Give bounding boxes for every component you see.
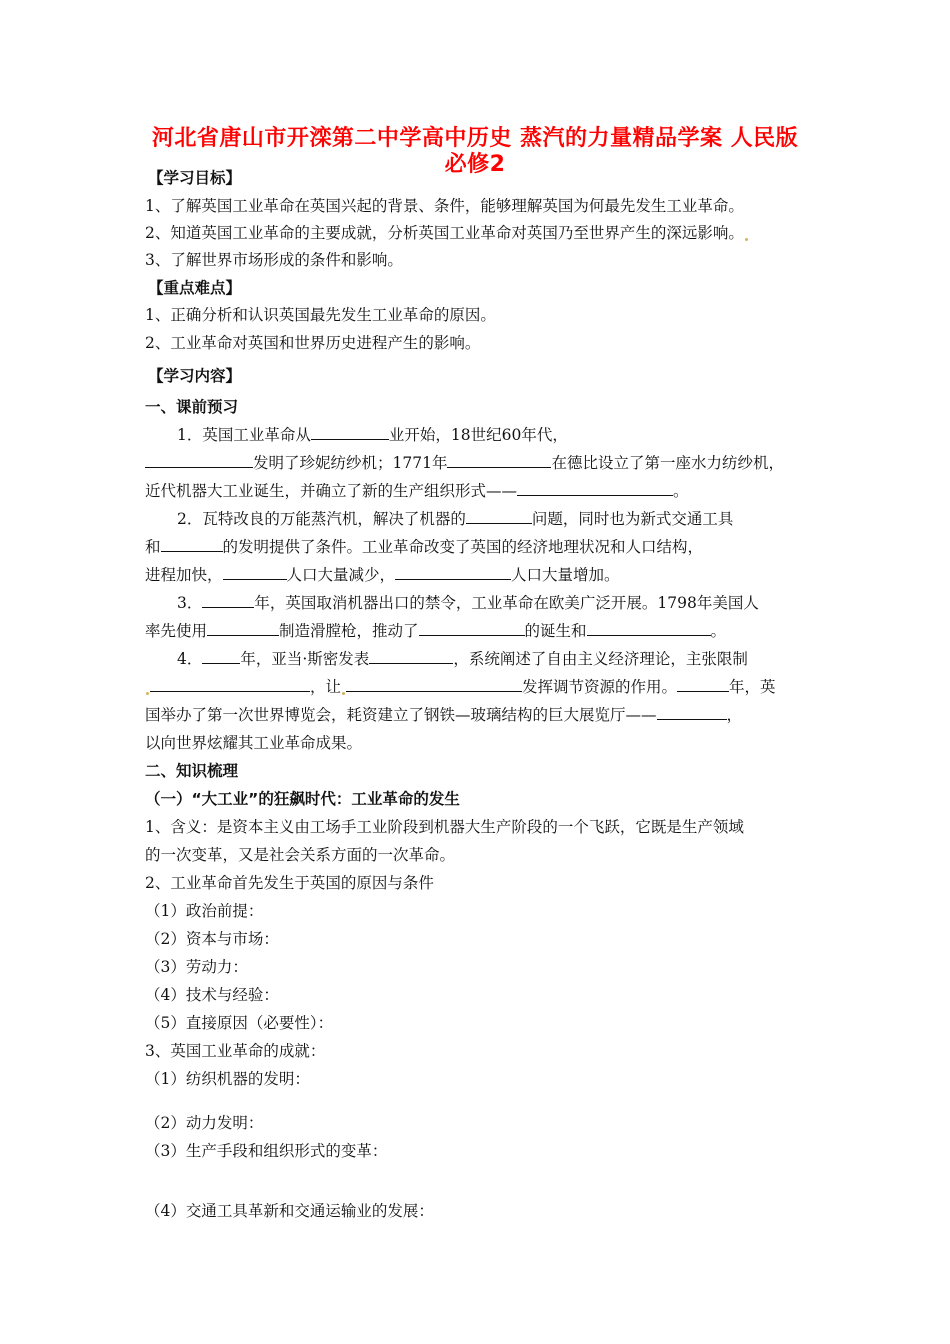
q2-text: 问题，同时也为新式交通工具 <box>531 510 734 528</box>
preview-q2-line-3 <box>145 565 620 585</box>
fill-blank[interactable] <box>150 677 310 692</box>
objective-item: 1、了解英国工业革命在英国兴起的背景、条件，能够理解英国为何最先发生工业革命。 <box>145 197 744 215</box>
q4-text: 年，英 <box>729 678 776 696</box>
q4-text: 年，亚当·斯密发表 <box>240 650 370 668</box>
q1-text: 1．英国工业革命从 <box>177 426 311 444</box>
fill-blank[interactable] <box>517 481 673 496</box>
q3-text: 率先使用 <box>145 622 208 640</box>
preview-q4-line-4: 以向世界炫耀其工业革命成果。 <box>145 734 363 752</box>
reason-item: （2）资本与市场： <box>145 930 279 948</box>
document-title-line-1: 河北省唐山市开滦第二中学高中历史 蒸汽的力量精品学案 人民版 <box>151 126 799 151</box>
fill-blank[interactable] <box>207 621 279 636</box>
preview-heading: 一、课前预习 <box>145 398 239 416</box>
fill-blank[interactable] <box>202 649 240 664</box>
preview-q4-line-1 <box>177 649 748 669</box>
q4-text: 国举办了第一次世界博览会，耗资建立了钢铁—玻璃结构的巨大展览厅—— <box>145 706 657 724</box>
reasons-heading: 2、工业革命首先发生于英国的原因与条件 <box>145 874 434 892</box>
reason-item: （1）政治前提： <box>145 902 264 920</box>
fill-blank[interactable] <box>202 593 254 608</box>
preview-q1-line-2 <box>145 453 784 473</box>
q2-text: 和 <box>145 538 161 556</box>
fill-blank[interactable] <box>587 621 711 636</box>
achievement-item: （1）纺织机器的发明： <box>145 1070 310 1088</box>
fill-blank[interactable] <box>369 649 453 664</box>
preview-q3-line-2 <box>145 621 726 641</box>
achievement-item: （4）交通工具革新和交通运输业的发展： <box>145 1202 434 1220</box>
achievements-heading: 3、英国工业革命的成就： <box>145 1042 326 1060</box>
q1-text: 发明了珍妮纺纱机；1771年 <box>253 454 448 472</box>
q1-text: 。 <box>673 482 689 500</box>
review-meaning-line-1: 1、含义：是资本主义由工场手工业阶段到机器大生产阶段的一个飞跃，它既是生产领域 <box>145 818 744 836</box>
fill-blank[interactable] <box>145 453 253 468</box>
preview-q3-line-1 <box>177 593 759 613</box>
reason-item: （3）劳动力： <box>145 958 248 976</box>
q3-text: 3． <box>177 594 203 612</box>
objective-item: 3、了解世界市场形成的条件和影响。 <box>145 251 403 269</box>
keypoints-heading: 【重点难点】 <box>148 279 242 297</box>
q1-text: 近代机器大工业诞生，并确立了新的生产组织形式—— <box>145 482 518 500</box>
review-subheading: （一）“大工业”的狂飙时代：工业革命的发生 <box>145 790 460 808</box>
q2-text: 2．瓦特改良的万能蒸汽机，解决了机器的 <box>177 510 466 528</box>
q4-text: 发挥调节资源的作用。 <box>522 678 678 696</box>
q4-text: ， <box>726 706 743 724</box>
fill-blank[interactable] <box>677 677 729 692</box>
fill-blank[interactable] <box>161 537 223 552</box>
q4-text: ，让 <box>310 678 342 696</box>
fill-blank[interactable] <box>311 425 389 440</box>
q3-text: 年，英国取消机器出口的禁令，工业革命在欧美广泛开展。1798年美国人 <box>254 594 759 612</box>
fill-blank[interactable] <box>447 453 551 468</box>
q2-text: 人口大量增加。 <box>511 566 620 584</box>
preview-q2-line-1 <box>177 509 733 529</box>
q4-text: 4． <box>177 650 203 668</box>
q1-text: 在德比设立了第一座水力纺纱机， <box>551 454 784 472</box>
fill-blank[interactable] <box>657 705 727 720</box>
fill-blank[interactable] <box>395 565 511 580</box>
content-heading: 【学习内容】 <box>148 367 242 385</box>
q2-text: 人口大量减少， <box>286 566 396 584</box>
review-meaning-line-2: 的一次变革，又是社会关系方面的一次革命。 <box>145 846 456 864</box>
q3-text: 制造滑膛枪，推动了 <box>279 622 419 640</box>
preview-q1-line-3 <box>145 481 689 501</box>
preview-q1-line-1 <box>177 425 568 445</box>
preview-q2-line-2 <box>145 537 703 557</box>
q1-text: 业开始，18世纪60年代， <box>388 426 568 444</box>
q2-text: 进程加快， <box>145 566 223 584</box>
preview-q4-line-3 <box>145 705 742 725</box>
achievement-item: （2）动力发明： <box>145 1114 264 1132</box>
review-heading: 二、知识梳理 <box>145 762 239 780</box>
fill-blank[interactable] <box>346 677 522 692</box>
achievement-item: （3）生产手段和组织形式的变革： <box>145 1142 388 1160</box>
reason-item: （4）技术与经验： <box>145 986 279 1004</box>
keypoint-item: 1、正确分析和认识英国最先发生工业革命的原因。 <box>145 306 496 324</box>
q3-text: 的诞生和 <box>524 622 587 640</box>
q4-text: ，系统阐述了自由主义经济理论，主张限制 <box>453 650 748 668</box>
preview-q4-line-2 <box>145 677 776 697</box>
fill-blank[interactable] <box>223 565 287 580</box>
keypoint-item: 2、工业革命对英国和世界历史进程产生的影响。 <box>145 334 481 352</box>
reason-item: （5）直接原因（必要性）： <box>145 1014 334 1032</box>
q2-text: 的发明提供了条件。工业革命改变了英国的经济地理状况和人口结构， <box>222 538 704 556</box>
q3-text: 。 <box>710 622 727 640</box>
fill-blank[interactable] <box>466 509 532 524</box>
objectives-heading: 【学习目标】 <box>148 169 242 187</box>
fill-blank[interactable] <box>419 621 525 636</box>
document-title-line-2: 必修2 <box>444 152 506 177</box>
objective-item: 2、知道英国工业革命的主要成就，分析英国工业革命对英国乃至世界产生的深远影响。 <box>145 223 749 243</box>
